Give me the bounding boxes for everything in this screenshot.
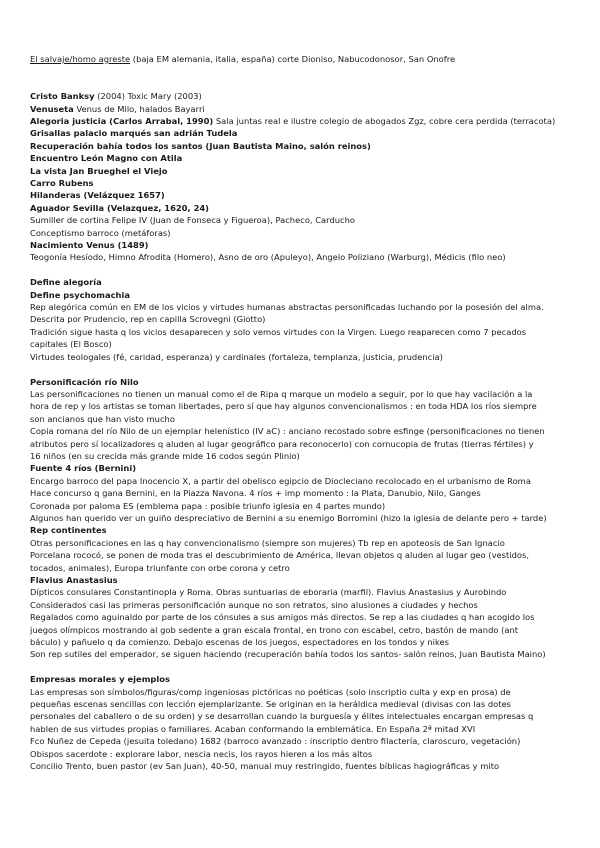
work-line: Sumiller de cortina Felipe IV (Juan de Fonseca y Figueroa), Pacheco, Carducho bbox=[30, 215, 356, 226]
intro-title: El salvaje/homo agreste bbox=[30, 54, 131, 64]
paragraph-line: hablen de sus virtudes propias o familiares. Acaban conformando la emblemática. En España 2ª mitad XVI bbox=[30, 723, 476, 734]
paragraph-line: Obispos sacerdote : explorare labor, nescia necis, los rayos hieren a los más altos bbox=[30, 748, 373, 759]
work-line: Aguador Sevilla (Velazquez, 1620, 24) bbox=[30, 202, 209, 213]
paragraph-line: Descrita por Prudencio, rep en capilla Scrovegni (Giotto) bbox=[30, 314, 266, 325]
paragraph-line: Tradición sigue hasta q los vicios desaparecen y solo vemos virtudes con la Virgen. Luego reaparecen como 7 pecados bbox=[30, 326, 527, 337]
paragraph-line: Regalados como aguinaldo por parte de los cónsules a sus amigos más directos. Se rep a las ciudades q han acogido los bbox=[30, 612, 535, 623]
paragraph-line: Hace concurso q gana Bernini, en la Piazza Navona. 4 ríos + imp momento : la Plata, Danubio, Nilo, Ganges bbox=[30, 488, 481, 499]
subsection-heading: Rep continentes bbox=[30, 525, 107, 536]
paragraph-line: Coronada por paloma ES (emblema papa : posible triunfo iglesia en 4 partes mundo) bbox=[30, 500, 386, 511]
subsection-heading: Fuente 4 ríos (Bernini) bbox=[30, 463, 137, 474]
works-list bbox=[30, 90, 575, 264]
paragraph-line: son ancianos que han visto mucho bbox=[30, 413, 175, 424]
work-line: Alegoria justicia (Carlos Arrabal, 1990) Sala juntas real e ilustre colegio de abogados Zgz, cobre cera perdida (terracota) bbox=[30, 116, 556, 126]
section-heading: Personificación río Nilo bbox=[30, 376, 139, 387]
paragraph-line: tocados, animales), Europa triunfante con orbe corona y cetro bbox=[30, 562, 290, 573]
paragraph-line: capitales (El Bosco) bbox=[30, 339, 112, 350]
work-line: Recuperación bahía todos los santos (Juan Bautista Maino, salón reinos) bbox=[30, 140, 371, 151]
paragraph-line: pequeñas escenas sencillas con lección ejemplarizante. Se originan en la heráldica medieval (divisas con las dotes bbox=[30, 699, 512, 710]
paragraph-line: hora de rep y los artistas se toman libertades, pero sí que hay algunos convencionalismos : en toda HDA los ríos siempre bbox=[30, 401, 537, 412]
intro-line bbox=[30, 53, 575, 65]
paragraph-line: Rep alegórica común en EM de los vicios y virtudes humanas abstractas personificadas luchando por la posesión del alma. bbox=[30, 302, 544, 313]
paragraph-line: Copia romana del río Nilo de un ejemplar helenístico (IV aC) : anciano recostado sobre esfinge (personificaciones no tienen bbox=[30, 426, 545, 437]
paragraph-line: báculo) y pañuelo q da comienzo. Debajo escenas de los juegos, espectadores en los tondos y nikes bbox=[30, 637, 449, 648]
paragraph-line: 16 niños (en su crecida más grande mide 16 codos según Plinio) bbox=[30, 450, 300, 461]
paragraph-line: Porcelana rococó, se ponen de moda tras el descubrimiento de América, llevan objetos q aluden al lugar geo (vestidos, bbox=[30, 550, 529, 561]
work-line: Venuseta Venus de Milo, halados Bayarri bbox=[30, 103, 205, 114]
paragraph-line: atributos pero sí localizadores q aluden al lugar geográfico para reconocerlo) con cornucopia de frutas (tierras fértiles) y bbox=[30, 438, 534, 449]
work-line: Encuentro León Magno con Atila bbox=[30, 153, 183, 164]
document-page bbox=[30, 53, 575, 772]
work-line: La vista Jan Brueghel el Viejo bbox=[30, 165, 168, 176]
paragraph-line: Algunos han querido ver un guiño despreciativo de Bernini a su enemigo Borromini (hizo la iglesia de delante pero + tarde) bbox=[30, 512, 547, 523]
paragraph-line: Fco Nuñez de Cepeda (jesuita toledano) 1682 (barroco avanzado : inscriptio dentro filactería, claroscuro, vegetación) bbox=[30, 736, 521, 747]
work-line: Carro Rubens bbox=[30, 178, 94, 189]
paragraph-line: Encargo barroco del papa Inocencio X, a partir del obelisco egipcio de Diocleciano recolocado en el urbanismo de Roma bbox=[30, 475, 531, 486]
paragraph-line: Otras personificaciones en las q hay convencionalismo (siempre son mujeres) Tb rep en apoteosis de San Ignacio bbox=[30, 537, 505, 548]
paragraph-line: Considerados casi las primeras personificación aunque no son retratos, sino alusiones a ciudades y hechos bbox=[30, 599, 478, 610]
intro-text: (baja EM alemania, italia, españa) corte Dioniso, Nabucodonosor, San Onofre bbox=[130, 54, 456, 64]
paragraph-line: Las empresas son símbolos/figuras/comp ingeniosas pictóricas no poéticas (solo inscriptio culta y exp en prosa) de bbox=[30, 686, 511, 697]
paragraph-line: Son rep sutiles del emperador, se siguen haciendo (recuperación bahía todos los santos- salón reinos, Juan Bautista Maino) bbox=[30, 649, 546, 660]
section-heading: Empresas morales y ejemplos bbox=[30, 674, 170, 685]
work-line: Teogonía Hesíodo, Himno Afrodita (Homero), Asno de oro (Apuleyo), Angelo Poliziano (Warburg), Médicis (filo neo) bbox=[30, 252, 506, 263]
work-line: Cristo Banksy (2004) Toxic Mary (2003) bbox=[30, 91, 202, 102]
subsection-heading: Flavius Anastasius bbox=[30, 575, 118, 585]
section-heading: Define psychomachia bbox=[30, 289, 130, 300]
work-line: Nacimiento Venus (1489) bbox=[30, 240, 149, 251]
work-line: Grisallas palacio marqués san adrián Tudela bbox=[30, 128, 238, 139]
paragraph-line: Virtudes teologales (fé, caridad, esperanza) y cardinales (fortaleza, templanza, justicia, prudencia) bbox=[30, 351, 443, 362]
paragraph-line: Dípticos consulares Constantinopla y Roma. Obras suntuarias de eboraria (marfil). Flavius Anastasius y Aurobindo bbox=[30, 587, 507, 598]
work-line: Conceptismo barroco (metáforas) bbox=[30, 227, 171, 238]
paragraph-line: personales del caballero o de su orden) y se desarrollan cuando la burguesía y élites intelectuales encargan empresas q bbox=[30, 711, 534, 722]
work-line: Hilanderas (Velázquez 1657) bbox=[30, 190, 165, 201]
paragraph-line: Las personificaciones no tienen un manual como el de Ripa q marque un modelo a seguir, por lo que hay vacilación a la bbox=[30, 388, 533, 399]
section-heading: Define alegoría bbox=[30, 277, 102, 288]
paragraph-line: Concilio Trento, buen pastor (ev San Juan), 40-50, manual muy restringido, fuentes bíblicas hagiográficas y mito bbox=[30, 761, 500, 772]
paragraph-line: juegos olímpicos mostrando al gob sedente a gran escala frontal, en trono con escabel, cetro, bastón de mando (ant bbox=[30, 624, 519, 635]
